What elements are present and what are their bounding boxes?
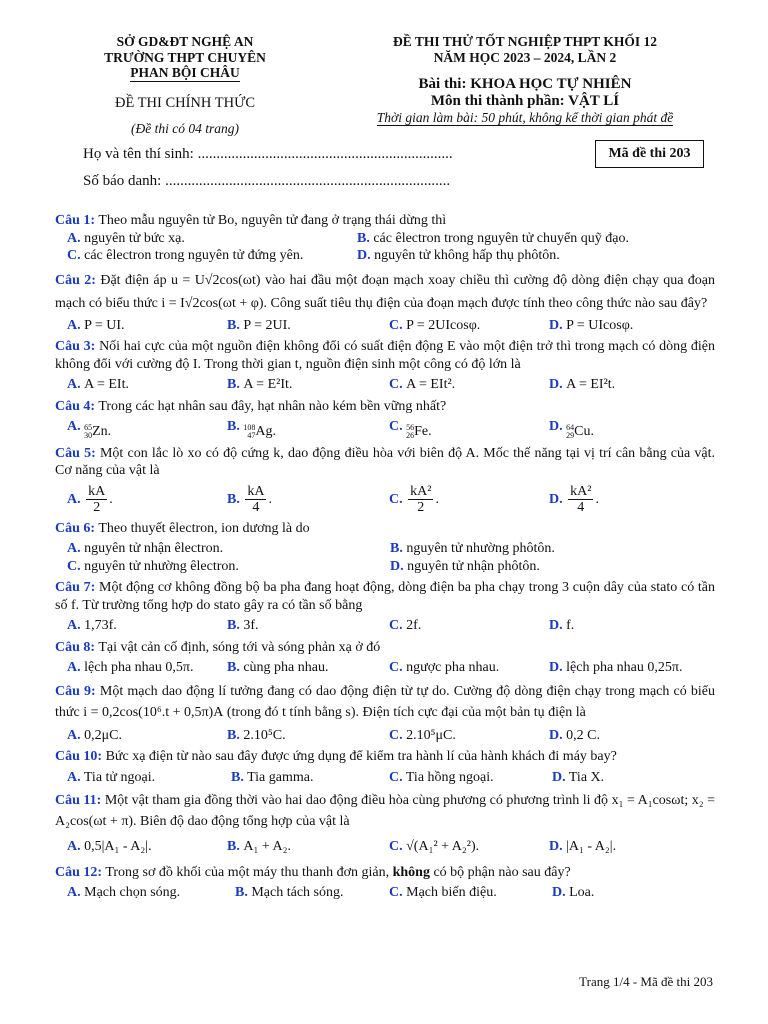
answer-row xyxy=(55,723,715,745)
option-a xyxy=(86,484,107,516)
answer-row xyxy=(55,315,715,335)
option-label: D. xyxy=(549,618,563,634)
option-a: 1,73f. xyxy=(84,618,117,634)
question-label: Câu 11: xyxy=(55,793,102,809)
question-text: Một động cơ không đồng bộ ba pha đang hoạt động, dòng điện ba pha chạy trong 3 cuộn dây của stato có tần số f. Từ trường tổng hợp do stato gây ra có tần số bằng xyxy=(55,580,716,613)
question-9 xyxy=(55,681,715,723)
question-text: Trong các hạt nhân sau đây, hạt nhân nào kém bền vững nhất? xyxy=(98,398,447,414)
option-label: A. xyxy=(67,769,81,785)
option-b: A = E²It. xyxy=(243,377,293,392)
question-text: Nối hai cực của một nguồn điện không đổi có suất điện động E vào một điện trở thì trong mạch có dòng điện không đổi với cường độ I. Trong thời gian t, nguồn điện sinh một công có độ lớn là xyxy=(55,339,715,372)
option-label: B. xyxy=(227,727,240,743)
option-label: B. xyxy=(227,839,240,855)
question-label: Câu 1: xyxy=(55,213,96,228)
option-b: Tia gamma. xyxy=(247,769,314,785)
school-name-line2: PHAN BỘI CHÂU xyxy=(130,65,240,80)
option-c: ngược pha nhau. xyxy=(406,660,500,676)
question-6 xyxy=(55,520,715,538)
mass-number: 56 xyxy=(406,423,415,432)
question-label: Câu 2: xyxy=(55,272,96,288)
exam-component: Môn thi thành phần: VẬT LÍ xyxy=(430,93,620,109)
question-label: Câu 4: xyxy=(55,398,96,414)
question-text: Một mạch dao động lí tưởng đang có dao động điện từ tự do. Cường độ dòng điện chạy trong mạch có biểu thức xyxy=(55,683,716,720)
option-label: A. xyxy=(67,377,81,392)
option-label: C. xyxy=(389,839,403,855)
question-text: vào hai đầu một đoạn mạch xoay chiều thì cường độ dòng điện chạy qua đoạn mạch có biểu thức xyxy=(55,272,716,311)
option-b: Mạch tách sóng. xyxy=(251,885,344,901)
option-label: B. xyxy=(235,885,248,901)
current-equation: i = 0,2cos(10⁶.t + 0,5π)A xyxy=(83,704,224,720)
question-label: Câu 7: xyxy=(55,580,96,596)
option-label: C. xyxy=(389,618,403,634)
answer-row xyxy=(55,230,715,248)
option-label: D. xyxy=(549,839,563,855)
answer-row xyxy=(55,415,715,441)
option-d: Tia X. xyxy=(568,769,605,785)
option-label: A. xyxy=(67,660,81,676)
option-label: A. xyxy=(67,618,81,634)
element-symbol: Cu. xyxy=(574,424,594,440)
numerator: kA xyxy=(88,483,106,499)
option-d: 0,2 C. xyxy=(566,727,600,743)
option-label: B. xyxy=(227,317,240,333)
option-c: 2f. xyxy=(406,618,422,634)
question-text: Một vật tham gia đồng thời vào hai dao động điều hòa cùng phương có phương trình li độ xyxy=(104,793,609,809)
exam-subject: Bài thi: KHOA HỌC TỰ NHIÊN xyxy=(418,76,632,92)
answer-row xyxy=(55,373,715,394)
mass-number: 65 xyxy=(84,423,93,432)
option-c xyxy=(406,423,432,441)
option-a: Mạch chọn sóng. xyxy=(84,885,181,901)
question-list xyxy=(55,212,715,902)
option-a xyxy=(84,423,111,441)
question-text: Theo mẫu nguyên tử Bo, nguyên tử đang ở trạng thái dừng thì xyxy=(98,213,447,228)
denominator: 4 xyxy=(577,499,585,515)
option-label: A. xyxy=(67,839,81,855)
option-b: nguyên tử nhường phôtôn. xyxy=(406,541,555,557)
exam-header xyxy=(330,34,720,126)
option-label: A. xyxy=(67,727,81,743)
option-label: D. xyxy=(552,769,566,785)
school-name: TRƯỜNG THPT CHUYÊN xyxy=(104,49,266,65)
option-d: nguyên tử nhận phôtôn. xyxy=(407,558,540,574)
option-c: √(A₁² + A₂²). xyxy=(406,839,480,855)
option-label: D. xyxy=(390,558,404,574)
option-b: các êlectron trong nguyên tử chuyển quỹ đạo. xyxy=(373,230,629,246)
official-label: ĐỀ THI CHÍNH THỨC xyxy=(114,94,255,111)
element-symbol: Zn. xyxy=(92,424,112,440)
option-c: P = 2UIcosφ. xyxy=(406,317,481,333)
mass-number: 108 xyxy=(243,423,256,432)
numerator: kA² xyxy=(410,483,432,499)
answer-row xyxy=(55,537,715,558)
question-text: Theo thuyết êlectron, ion dương là do xyxy=(98,520,310,536)
option-label: A. xyxy=(67,541,81,557)
question-label: Câu 3: xyxy=(55,339,96,354)
option-label: C. xyxy=(67,558,81,574)
option-label: C. xyxy=(67,248,81,263)
current-equation: i = I√2cos(ωt + φ). xyxy=(161,295,268,311)
option-a: A = EIt. xyxy=(84,377,129,392)
question-3 xyxy=(55,338,715,373)
denominator: 4 xyxy=(252,499,260,515)
option-label: C. xyxy=(389,769,403,785)
answer-row: A. $\frac{kA}{2}$ . B. $\frac{kA}{4}$ . C. $\frac{\text{kA²}}{2}$ . D. $\frac{\text{kA²}}{4}$ . xyxy=(67,483,599,515)
option-label: C. xyxy=(389,419,403,434)
denominator: 2 xyxy=(417,499,425,515)
option-b: cùng pha nhau. xyxy=(243,660,329,676)
element-symbol: Fe. xyxy=(414,424,432,440)
option-a: lệch pha nhau 0,5π. xyxy=(84,660,194,676)
option-label: B. xyxy=(227,660,240,676)
atomic-number: 29 xyxy=(566,431,575,440)
option-label: D. xyxy=(549,727,563,743)
exam-title: ĐỀ THI THỬ TỐT NGHIỆP THPT KHỐI 12 xyxy=(393,34,657,49)
option-a: nguyên tử nhận êlectron. xyxy=(84,541,224,557)
option-label: C. xyxy=(389,660,403,676)
answer-row xyxy=(55,558,715,576)
option-label: D. xyxy=(549,491,563,507)
option-label: A. xyxy=(67,885,81,901)
option-label: D. xyxy=(549,419,563,434)
question-10 xyxy=(55,748,715,766)
question-label: Câu 8: xyxy=(55,639,96,655)
option-label: B. xyxy=(227,419,240,434)
option-label: D. xyxy=(552,885,566,901)
option-d xyxy=(566,423,594,441)
question-12 xyxy=(55,864,715,882)
question-text: có bộ phận nào sau đây? xyxy=(433,864,571,880)
page-footer: Trang 1/4 - Mã đề thi 203 xyxy=(579,974,713,989)
question-text: Biên độ dao động tổng hợp của vật là xyxy=(140,814,350,830)
question-4 xyxy=(55,398,715,416)
option-d: lệch pha nhau 0,25π. xyxy=(566,660,683,676)
answer-row xyxy=(55,766,715,787)
question-11 xyxy=(55,790,715,832)
option-c: 2.10⁵μC. xyxy=(406,727,456,743)
question-7 xyxy=(55,579,715,614)
question-text: Trong sơ đồ khối của một máy thu thanh đơn giản, xyxy=(105,864,390,880)
atomic-number: 26 xyxy=(406,431,415,440)
school-year: NĂM HỌC 2023 – 2024, LẦN 2 xyxy=(433,49,617,65)
answer-row xyxy=(55,881,715,902)
question-text: Đặt điện áp xyxy=(100,272,167,288)
exam-duration: Thời gian làm bài: 50 phút, không kể thời gian phát đề xyxy=(376,110,674,125)
numerator: kA² xyxy=(570,483,592,499)
option-label: C. xyxy=(389,317,403,333)
option-b: P = 2UI. xyxy=(243,317,291,333)
option-label: C. xyxy=(389,491,403,507)
answer-row xyxy=(55,247,715,265)
denominator: 2 xyxy=(93,499,101,515)
element-symbol: Ag. xyxy=(255,424,276,440)
answer-row xyxy=(55,832,715,856)
option-label: D. xyxy=(549,660,563,676)
option-label: C. xyxy=(389,885,403,901)
option-b: 3f. xyxy=(243,618,259,634)
option-d: nguyên tử không hấp thụ phôtôn. xyxy=(374,248,560,263)
question-8 xyxy=(55,639,715,657)
option-a: 0,5|A₁ - A₂|. xyxy=(84,839,152,855)
option-label: D. xyxy=(549,377,563,392)
emphasis-word: không xyxy=(392,864,430,880)
option-a: Tia tử ngoại. xyxy=(83,769,156,785)
option-d: Loa. xyxy=(569,885,595,901)
option-c: các êlectron trong nguyên tử đứng yên. xyxy=(84,248,304,263)
option-label: D. xyxy=(357,248,371,263)
option-label: B. xyxy=(227,491,240,507)
option-d xyxy=(568,484,593,516)
option-d: A = EI²t. xyxy=(566,377,616,392)
option-label: B. xyxy=(390,541,403,557)
oscillation-equations: x₁ = A₁cosωt; x₂ = A₂cos(ωt + π). xyxy=(55,793,716,830)
question-label: Câu 6: xyxy=(55,520,96,536)
question-1 xyxy=(55,212,715,230)
option-a: 0,2μC. xyxy=(84,727,122,743)
question-label: Câu 5: xyxy=(55,445,96,461)
option-b xyxy=(245,484,266,516)
option-label: D. xyxy=(549,317,563,333)
option-label: B. xyxy=(357,230,370,246)
atomic-number: 30 xyxy=(84,431,93,440)
option-b xyxy=(243,423,276,441)
question-text: Tại vật cản cố định, sóng tới và sóng phản xạ ở đó xyxy=(98,639,381,655)
mass-number: 64 xyxy=(566,423,575,432)
option-c: Tia hồng ngoại. xyxy=(405,769,494,785)
option-label: B. xyxy=(227,377,240,392)
question-label: Câu 10: xyxy=(55,749,103,765)
option-d: P = UIcosφ. xyxy=(566,317,634,333)
exam-code-box: Mã đề thi 203 xyxy=(595,140,704,168)
question-label: Câu 12: xyxy=(55,864,103,880)
option-label: C. xyxy=(389,377,403,392)
question-5 xyxy=(55,445,715,480)
option-b: A₁ + A₂. xyxy=(243,839,291,855)
question-label: Câu 9: xyxy=(55,683,96,699)
option-label: B. xyxy=(231,769,244,785)
question-text: (trong đó t tính bằng s). Điện tích cực đại của một bản tụ điện là xyxy=(226,704,586,720)
option-label: B. xyxy=(227,618,240,634)
option-d: f. xyxy=(566,618,575,634)
option-c: nguyên tử nhường êlectron. xyxy=(84,558,239,574)
option-a: nguyên tử bức xạ. xyxy=(84,230,185,246)
page-count-note: (Đề thi có 04 trang) xyxy=(131,121,239,136)
answer-row xyxy=(55,656,715,677)
option-c: A = EIt². xyxy=(406,377,456,392)
option-label: A. xyxy=(67,230,81,246)
question-text: Bức xạ điện từ nào sau đây được ứng dụng để kiểm tra hành lí của hành khách đi máy bay? xyxy=(105,749,617,765)
candidate-name-field: Họ và tên thí sinh: .................................................................... xyxy=(83,146,453,162)
option-label: C. xyxy=(389,727,403,743)
department-name: SỞ GD&ĐT NGHỆ AN xyxy=(116,34,254,49)
candidate-id-field: Số báo danh: ............................................................................ xyxy=(83,173,451,189)
option-b: 2.10⁵C. xyxy=(243,727,286,743)
option-label: A. xyxy=(67,491,81,507)
school-header xyxy=(60,34,310,137)
numerator: kA xyxy=(247,483,265,499)
option-d: |A₁ - A₂|. xyxy=(566,839,617,855)
atomic-number: 47 xyxy=(247,431,256,440)
option-label: A. xyxy=(67,317,81,333)
question-text: Một con lắc lò xo có độ cứng k, dao động điều hòa với biên độ A. Mốc thế năng tại vị trí cân bằng của vật. Cơ năng của vật là xyxy=(55,445,716,479)
question-text: Công suất tiêu thụ điện của đoạn mạch được tính theo công thức nào sau đây? xyxy=(270,295,708,311)
option-c: Mạch biến điệu. xyxy=(406,885,497,901)
question-2 xyxy=(55,269,715,315)
option-label: A. xyxy=(67,419,81,434)
option-c xyxy=(408,484,433,516)
option-a: P = UI. xyxy=(84,317,125,333)
voltage-equation: u = U√2cos(ωt) xyxy=(171,272,261,288)
answer-row xyxy=(55,614,715,635)
